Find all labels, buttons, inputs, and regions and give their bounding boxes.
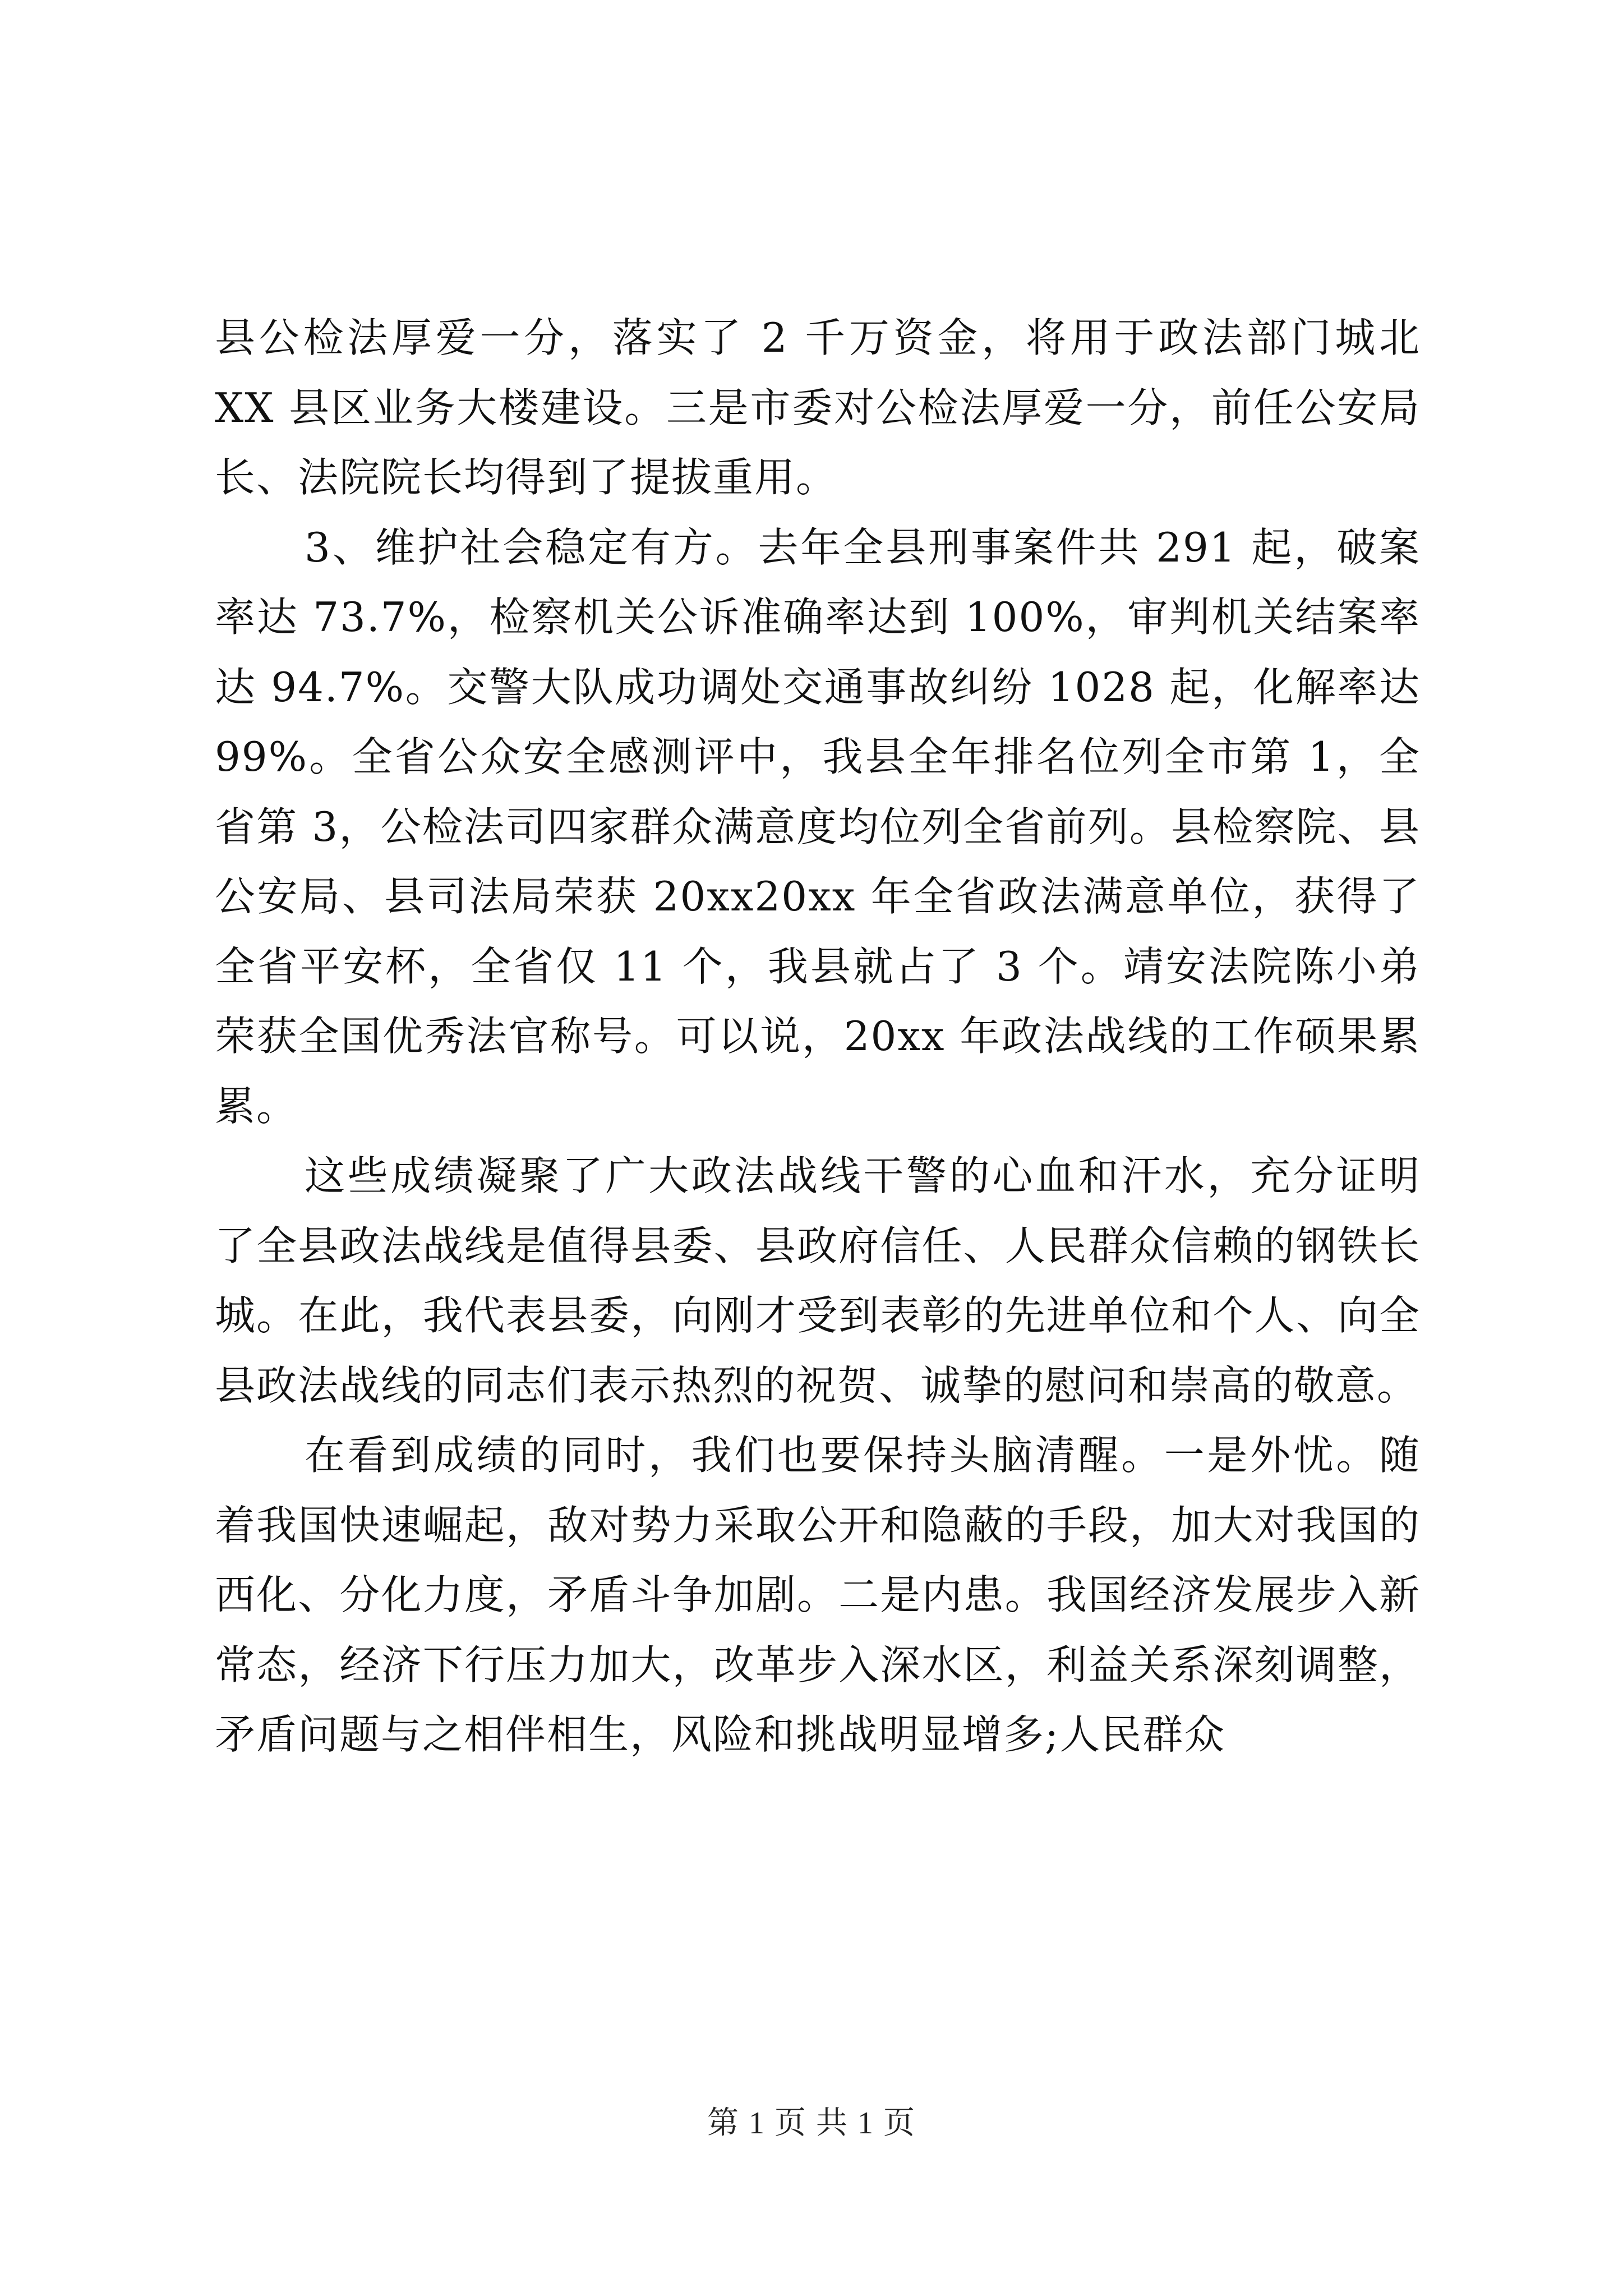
document-body [215,303,1421,1770]
paragraph-achievements-tribute: 这些成绩凝聚了广大政法战线干警的心血和汗水，充分证明了全县政法战线是值得县委、县政府信任、人民群众信赖的钢铁长城。在此，我代表县委，向刚才受到表彰的先进单位和个人、向全县政法战线的同志们表示热烈的祝贺、诚挚的慰问和崇高的敬意。 [215,1152,1421,1409]
paragraph-challenges: 在看到成绩的同时，我们也要保持头脑清醒。一是外忧。随着我国快速崛起，敌对势力采取公开和隐蔽的手段，加大对我国的西化、分化力度，矛盾斗争加剧。二是内患。我国经济发展步入新常态，经济下行压力加大，改革步入深水区，利益关系深刻调整，矛盾问题与之相伴相生，风险和挑战明显增多;人民群众 [215,1432,1421,1758]
paragraph-social-stability: 3、维护社会稳定有方。去年全县刑事案件共 291 起，破案率达 73.7%，检察机关公诉准确率达到 100%，审判机关结案率达 94.7%。交警大队成功调处交通事故纠纷 1028 起，化解率达 99%。全省公众安全感测评中，我县全年排名位列全市第 1，全省第 3，公检法司四家群众满意度均位列全省前列。县检察院、县公安局、县司法局荣获 20xx20xx 年全省政法满意单位，获得了全省平安杯，全省仅 11 个，我县就占了 3 个。靖安法院陈小弟荣获全国优秀法官称号。可以说，20xx 年政法战线的工作硕果累累。 [215,523,1421,1130]
paragraph-continuation: 县公检法厚爱一分，落实了 2 千万资金，将用于政法部门城北 XX 县区业务大楼建设。三是市委对公检法厚爱一分，前任公安局长、法院院长均得到了提拔重用。 [215,314,1421,501]
page-number-footer: 第 1 页 共 1 页 [707,2106,916,2141]
